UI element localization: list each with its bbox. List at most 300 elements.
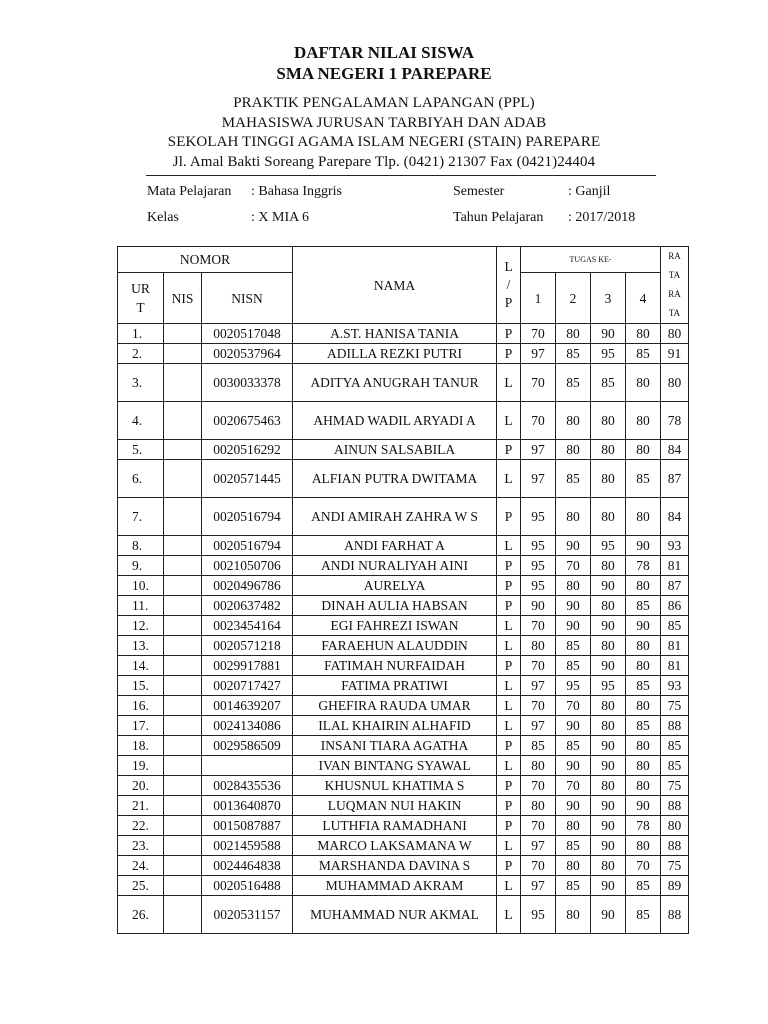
tugas-3-cell: 90 — [591, 816, 626, 836]
rata-cell: 93 — [661, 676, 689, 696]
tugas-2-cell: 90 — [556, 536, 591, 556]
nisn-cell: 0020516488 — [202, 876, 293, 896]
table-row — [118, 836, 689, 856]
nisn-cell — [202, 756, 293, 776]
nis-cell — [164, 896, 202, 934]
tugas-3-cell: 85 — [591, 364, 626, 402]
rata-cell: 81 — [661, 656, 689, 676]
table-row — [118, 636, 689, 656]
tugas-4-cell: 85 — [626, 876, 661, 896]
nisn-cell: 0020516794 — [202, 536, 293, 556]
gender-cell: P — [497, 736, 521, 756]
tugas-2-header: 2 — [556, 273, 591, 324]
gender-cell: L — [497, 696, 521, 716]
rata-cell: 88 — [661, 716, 689, 736]
program-line: PRAKTIK PENGALAMAN LAPANGAN (PPL) — [233, 95, 535, 111]
tugas-2-cell: 85 — [556, 364, 591, 402]
gender-cell: L — [497, 876, 521, 896]
gender-cell: L — [497, 460, 521, 498]
tugas-3-cell: 80 — [591, 556, 626, 576]
urt-cell: 19. — [118, 756, 164, 776]
tugas-1-cell: 70 — [521, 656, 556, 676]
nama-cell: ILAL KHAIRIN ALHAFID — [293, 716, 497, 736]
table-row — [118, 344, 689, 364]
urt-cell: 24. — [118, 856, 164, 876]
urt-cell: 22. — [118, 816, 164, 836]
nis-cell — [164, 756, 202, 776]
nama-cell: MUHAMMAD AKRAM — [293, 876, 497, 896]
table-row — [118, 498, 689, 536]
urt-cell: 8. — [118, 536, 164, 556]
rata-cell: 75 — [661, 776, 689, 796]
tugas-3-cell: 80 — [591, 716, 626, 736]
tugas-1-cell: 80 — [521, 756, 556, 776]
nisn-cell: 0024464838 — [202, 856, 293, 876]
gender-cell: P — [497, 344, 521, 364]
urt-cell: 5. — [118, 440, 164, 460]
nis-cell — [164, 856, 202, 876]
tugas-4-cell: 85 — [626, 676, 661, 696]
urt-cell: 1. — [118, 324, 164, 344]
tugas-2-cell: 90 — [556, 616, 591, 636]
nis-cell — [164, 364, 202, 402]
tugas-4-cell: 80 — [626, 776, 661, 796]
institution-line: SEKOLAH TINGGI AGAMA ISLAM NEGERI (STAIN) PAREPARE — [167, 134, 601, 150]
nama-cell: FARAEHUN ALAUDDIN — [293, 636, 497, 656]
table-row — [118, 756, 689, 776]
nama-cell: AURELYA — [293, 576, 497, 596]
tugas-4-cell: 80 — [626, 756, 661, 776]
tugas-1-cell: 70 — [521, 324, 556, 344]
table-row — [118, 796, 689, 816]
urt-cell: 6. — [118, 460, 164, 498]
rata-cell: 81 — [661, 556, 689, 576]
nisn-cell: 0021050706 — [202, 556, 293, 576]
tugas-3-cell: 80 — [591, 776, 626, 796]
tugas-4-cell: 80 — [626, 364, 661, 402]
nis-cell — [164, 816, 202, 836]
tugas-2-cell: 80 — [556, 816, 591, 836]
tugas-4-cell: 78 — [626, 556, 661, 576]
nisn-cell: 0020516794 — [202, 498, 293, 536]
tugas-4-cell: 80 — [626, 498, 661, 536]
rata-header-text: RA TA RA TA — [668, 251, 681, 318]
nama-cell: GHEFIRA RAUDA UMAR — [293, 696, 497, 716]
rata-cell: 81 — [661, 636, 689, 656]
table-row — [118, 876, 689, 896]
tugas-4-cell: 85 — [626, 896, 661, 934]
tugas-1-cell: 90 — [521, 596, 556, 616]
nama-cell: KHUSNUL KHATIMA S — [293, 776, 497, 796]
tugas-2-cell: 85 — [556, 876, 591, 896]
tugas-1-cell: 97 — [521, 676, 556, 696]
urt-cell: 7. — [118, 498, 164, 536]
nisn-cell: 0020516292 — [202, 440, 293, 460]
tugas-4-cell: 78 — [626, 816, 661, 836]
table-row — [118, 856, 689, 876]
tugas-4-cell: 80 — [626, 696, 661, 716]
grades-table — [117, 246, 689, 934]
gender-cell: L — [497, 836, 521, 856]
table-row — [118, 776, 689, 796]
tugas-3-cell: 90 — [591, 736, 626, 756]
tugas-3-cell: 80 — [591, 498, 626, 536]
table-row — [118, 324, 689, 344]
tugas-4-cell: 85 — [626, 344, 661, 364]
nama-cell: DINAH AULIA HABSAN — [293, 596, 497, 616]
tugas-2-cell: 70 — [556, 776, 591, 796]
nama-cell: INSANI TIARA AGATHA — [293, 736, 497, 756]
tugas-1-cell: 70 — [521, 856, 556, 876]
tugas-2-cell: 85 — [556, 736, 591, 756]
rata-cell: 78 — [661, 402, 689, 440]
tugas-1-cell: 97 — [521, 460, 556, 498]
tugas-1-cell: 80 — [521, 796, 556, 816]
class-label: Kelas — [147, 210, 179, 225]
tugas-4-cell: 80 — [626, 656, 661, 676]
urt-cell: 14. — [118, 656, 164, 676]
nis-cell — [164, 498, 202, 536]
urt-cell: 20. — [118, 776, 164, 796]
tugas-4-cell: 80 — [626, 402, 661, 440]
gender-cell: P — [497, 556, 521, 576]
tugas-4-cell: 70 — [626, 856, 661, 876]
urt-cell: 2. — [118, 344, 164, 364]
nama-cell: ANDI NURALIYAH AINI — [293, 556, 497, 576]
nama-cell: ALFIAN PUTRA DWITAMA — [293, 460, 497, 498]
tugas-4-cell: 80 — [626, 736, 661, 756]
nis-header: NIS — [164, 273, 202, 324]
gender-cell: L — [497, 896, 521, 934]
tugas-2-cell: 80 — [556, 498, 591, 536]
rata-cell: 86 — [661, 596, 689, 616]
tugas-4-cell: 80 — [626, 576, 661, 596]
semester-label: Semester — [453, 184, 505, 199]
nisn-cell: 0020637482 — [202, 596, 293, 616]
tugas-2-cell: 80 — [556, 324, 591, 344]
nis-cell — [164, 402, 202, 440]
table-row — [118, 736, 689, 756]
nisn-cell: 0029586509 — [202, 736, 293, 756]
nisn-cell: 0020517048 — [202, 324, 293, 344]
gender-cell: P — [497, 440, 521, 460]
header-divider — [146, 175, 656, 176]
tugas-4-header: 4 — [626, 273, 661, 324]
rata-cell: 80 — [661, 816, 689, 836]
nama-header: NAMA — [293, 247, 497, 324]
nis-cell — [164, 344, 202, 364]
rata-cell: 84 — [661, 498, 689, 536]
nis-cell — [164, 460, 202, 498]
tugas-4-cell: 80 — [626, 324, 661, 344]
rata-cell: 89 — [661, 876, 689, 896]
tugas-2-cell: 80 — [556, 896, 591, 934]
tugas-1-cell: 70 — [521, 402, 556, 440]
tugas-3-cell: 80 — [591, 460, 626, 498]
tugas-3-cell: 80 — [591, 402, 626, 440]
nis-cell — [164, 876, 202, 896]
nisn-header: NISN — [202, 273, 293, 324]
tugas-1-cell: 97 — [521, 836, 556, 856]
tugas-1-cell: 85 — [521, 736, 556, 756]
urt-cell: 21. — [118, 796, 164, 816]
nis-cell — [164, 696, 202, 716]
table-row — [118, 676, 689, 696]
tugas-3-cell: 90 — [591, 576, 626, 596]
nama-cell: MARSHANDA DAVINA S — [293, 856, 497, 876]
tugas-2-cell: 85 — [556, 460, 591, 498]
tugas-header: TUGAS KE- — [521, 247, 661, 273]
tugas-2-cell: 85 — [556, 344, 591, 364]
tugas-2-cell: 90 — [556, 596, 591, 616]
tugas-2-cell: 70 — [556, 556, 591, 576]
tugas-3-cell: 95 — [591, 536, 626, 556]
table-row — [118, 596, 689, 616]
tugas-1-cell: 70 — [521, 696, 556, 716]
nis-cell — [164, 536, 202, 556]
nis-cell — [164, 656, 202, 676]
nis-cell — [164, 596, 202, 616]
nama-cell: MUHAMMAD NUR AKMAL — [293, 896, 497, 934]
tugas-2-cell: 90 — [556, 716, 591, 736]
nama-cell: ANDI AMIRAH ZAHRA W S — [293, 498, 497, 536]
tugas-2-cell: 80 — [556, 856, 591, 876]
urt-cell: 10. — [118, 576, 164, 596]
tugas-4-cell: 80 — [626, 636, 661, 656]
tugas-1-cell: 95 — [521, 576, 556, 596]
rata-cell: 87 — [661, 460, 689, 498]
gender-cell: L — [497, 716, 521, 736]
nama-cell: FATIMA PRATIWI — [293, 676, 497, 696]
tugas-3-cell: 90 — [591, 324, 626, 344]
table-row — [118, 616, 689, 636]
tugas-1-cell: 70 — [521, 776, 556, 796]
tugas-1-cell: 97 — [521, 876, 556, 896]
urt-cell: 16. — [118, 696, 164, 716]
nisn-cell: 0020571445 — [202, 460, 293, 498]
table-row — [118, 556, 689, 576]
tugas-4-cell: 85 — [626, 596, 661, 616]
gender-cell: P — [497, 324, 521, 344]
tugas-3-cell: 90 — [591, 656, 626, 676]
gender-cell: P — [497, 856, 521, 876]
urt-cell: 25. — [118, 876, 164, 896]
gender-cell: P — [497, 596, 521, 616]
table-row — [118, 896, 689, 934]
tugas-1-cell: 95 — [521, 536, 556, 556]
tugas-3-cell: 95 — [591, 344, 626, 364]
nisn-cell: 0014639207 — [202, 696, 293, 716]
tugas-2-cell: 85 — [556, 836, 591, 856]
table-row — [118, 656, 689, 676]
tugas-3-cell: 90 — [591, 836, 626, 856]
table-row — [118, 402, 689, 440]
nama-cell: IVAN BINTANG SYAWAL — [293, 756, 497, 776]
urt-cell: 17. — [118, 716, 164, 736]
nama-cell: EGI FAHREZI ISWAN — [293, 616, 497, 636]
rata-cell: 80 — [661, 324, 689, 344]
nama-cell: ANDI FARHAT A — [293, 536, 497, 556]
tugas-2-cell: 90 — [556, 756, 591, 776]
nisn-cell: 0021459588 — [202, 836, 293, 856]
gender-cell: P — [497, 796, 521, 816]
nis-cell — [164, 836, 202, 856]
subject-label: Mata Pelajaran — [147, 184, 232, 199]
department-line: MAHASISWA JURUSAN TARBIYAH DAN ADAB — [221, 115, 547, 131]
academic-year-value: : 2017/2018 — [568, 210, 636, 225]
gender-header-text: L / P — [504, 259, 513, 310]
rata-cell: 88 — [661, 796, 689, 816]
gender-cell: L — [497, 676, 521, 696]
nama-cell: AHMAD WADIL ARYADI A — [293, 402, 497, 440]
table-row — [118, 536, 689, 556]
rata-cell: 87 — [661, 576, 689, 596]
gender-cell: P — [497, 498, 521, 536]
urt-cell: 9. — [118, 556, 164, 576]
nama-cell: A.ST. HANISA TANIA — [293, 324, 497, 344]
nis-cell — [164, 776, 202, 796]
rata-cell: 75 — [661, 856, 689, 876]
rata-header — [661, 247, 689, 324]
nama-cell: MARCO LAKSAMANA W — [293, 836, 497, 856]
rata-cell: 85 — [661, 736, 689, 756]
tugas-3-cell: 90 — [591, 796, 626, 816]
nama-cell: LUTHFIA RAMADHANI — [293, 816, 497, 836]
nisn-cell: 0020717427 — [202, 676, 293, 696]
nis-cell — [164, 716, 202, 736]
nisn-cell: 0030033378 — [202, 364, 293, 402]
class-value: : X MIA 6 — [251, 210, 309, 225]
nisn-cell: 0028435536 — [202, 776, 293, 796]
nisn-cell: 0015087887 — [202, 816, 293, 836]
rata-cell: 80 — [661, 364, 689, 402]
nama-cell: LUQMAN NUI HAKIN — [293, 796, 497, 816]
nisn-cell: 0023454164 — [202, 616, 293, 636]
gender-cell: P — [497, 816, 521, 836]
table-row — [118, 364, 689, 402]
gender-cell: P — [497, 776, 521, 796]
rata-cell: 85 — [661, 756, 689, 776]
urt-cell: 23. — [118, 836, 164, 856]
nis-cell — [164, 556, 202, 576]
table-row — [118, 576, 689, 596]
nama-cell: ADITYA ANUGRAH TANUR — [293, 364, 497, 402]
tugas-3-cell: 80 — [591, 440, 626, 460]
tugas-3-cell: 90 — [591, 616, 626, 636]
tugas-1-cell: 95 — [521, 498, 556, 536]
gender-cell: L — [497, 536, 521, 556]
nisn-cell: 0020571218 — [202, 636, 293, 656]
tugas-4-cell: 85 — [626, 460, 661, 498]
nis-cell — [164, 736, 202, 756]
nisn-cell: 0020496786 — [202, 576, 293, 596]
rata-cell: 85 — [661, 616, 689, 636]
rata-cell: 84 — [661, 440, 689, 460]
rata-cell: 93 — [661, 536, 689, 556]
grade-rows — [118, 324, 689, 934]
urt-cell: 3. — [118, 364, 164, 402]
tugas-3-cell: 90 — [591, 896, 626, 934]
tugas-1-cell: 70 — [521, 616, 556, 636]
tugas-3-cell: 80 — [591, 596, 626, 616]
nis-cell — [164, 576, 202, 596]
urt-header — [118, 273, 164, 324]
table-row — [118, 816, 689, 836]
tugas-4-cell: 90 — [626, 616, 661, 636]
table-row — [118, 460, 689, 498]
gender-cell: P — [497, 576, 521, 596]
tugas-1-header: 1 — [521, 273, 556, 324]
nisn-cell: 0020537964 — [202, 344, 293, 364]
tugas-1-cell: 70 — [521, 816, 556, 836]
tugas-2-cell: 85 — [556, 636, 591, 656]
nomor-header: NOMOR — [118, 247, 293, 273]
urt-cell: 12. — [118, 616, 164, 636]
tugas-4-cell: 80 — [626, 440, 661, 460]
gender-cell: L — [497, 402, 521, 440]
table-row — [118, 696, 689, 716]
nis-cell — [164, 440, 202, 460]
nis-cell — [164, 616, 202, 636]
tugas-2-cell: 70 — [556, 696, 591, 716]
subject-value: : Bahasa Inggris — [251, 184, 342, 199]
tugas-4-cell: 85 — [626, 716, 661, 736]
tugas-2-cell: 80 — [556, 576, 591, 596]
document-title: DAFTAR NILAI SISWA — [293, 43, 475, 62]
tugas-1-cell: 97 — [521, 716, 556, 736]
urt-cell: 15. — [118, 676, 164, 696]
nis-cell — [164, 324, 202, 344]
nama-cell: AINUN SALSABILA — [293, 440, 497, 460]
tugas-1-cell: 70 — [521, 364, 556, 402]
table-row — [118, 440, 689, 460]
rata-cell: 88 — [661, 896, 689, 934]
tugas-4-cell: 90 — [626, 796, 661, 816]
tugas-2-cell: 80 — [556, 402, 591, 440]
nama-cell: FATIMAH NURFAIDAH — [293, 656, 497, 676]
tugas-1-cell: 97 — [521, 440, 556, 460]
gender-cell: L — [497, 636, 521, 656]
tugas-3-cell: 90 — [591, 756, 626, 776]
tugas-1-cell: 95 — [521, 896, 556, 934]
nis-cell — [164, 636, 202, 656]
table-row — [118, 716, 689, 736]
address-line: Jl. Amal Bakti Soreang Parepare Tlp. (0421) 21307 Fax (0421)24404 — [172, 154, 596, 170]
rata-cell: 91 — [661, 344, 689, 364]
rata-cell: 88 — [661, 836, 689, 856]
tugas-4-cell: 80 — [626, 836, 661, 856]
tugas-2-cell: 90 — [556, 796, 591, 816]
tugas-2-cell: 85 — [556, 656, 591, 676]
urt-header-text: UR T — [131, 281, 150, 316]
tugas-3-cell: 80 — [591, 636, 626, 656]
urt-cell: 26. — [118, 896, 164, 934]
academic-year-label: Tahun Pelajaran — [453, 210, 544, 225]
gender-cell: P — [497, 656, 521, 676]
tugas-1-cell: 95 — [521, 556, 556, 576]
tugas-1-cell: 80 — [521, 636, 556, 656]
school-name: SMA NEGERI 1 PAREPARE — [276, 64, 492, 83]
nisn-cell: 0013640870 — [202, 796, 293, 816]
urt-cell: 11. — [118, 596, 164, 616]
urt-cell: 18. — [118, 736, 164, 756]
tugas-3-cell: 90 — [591, 876, 626, 896]
nisn-cell: 0020531157 — [202, 896, 293, 934]
tugas-3-cell: 95 — [591, 676, 626, 696]
gender-header — [497, 247, 521, 324]
nama-cell: ADILLA REZKI PUTRI — [293, 344, 497, 364]
tugas-3-header: 3 — [591, 273, 626, 324]
